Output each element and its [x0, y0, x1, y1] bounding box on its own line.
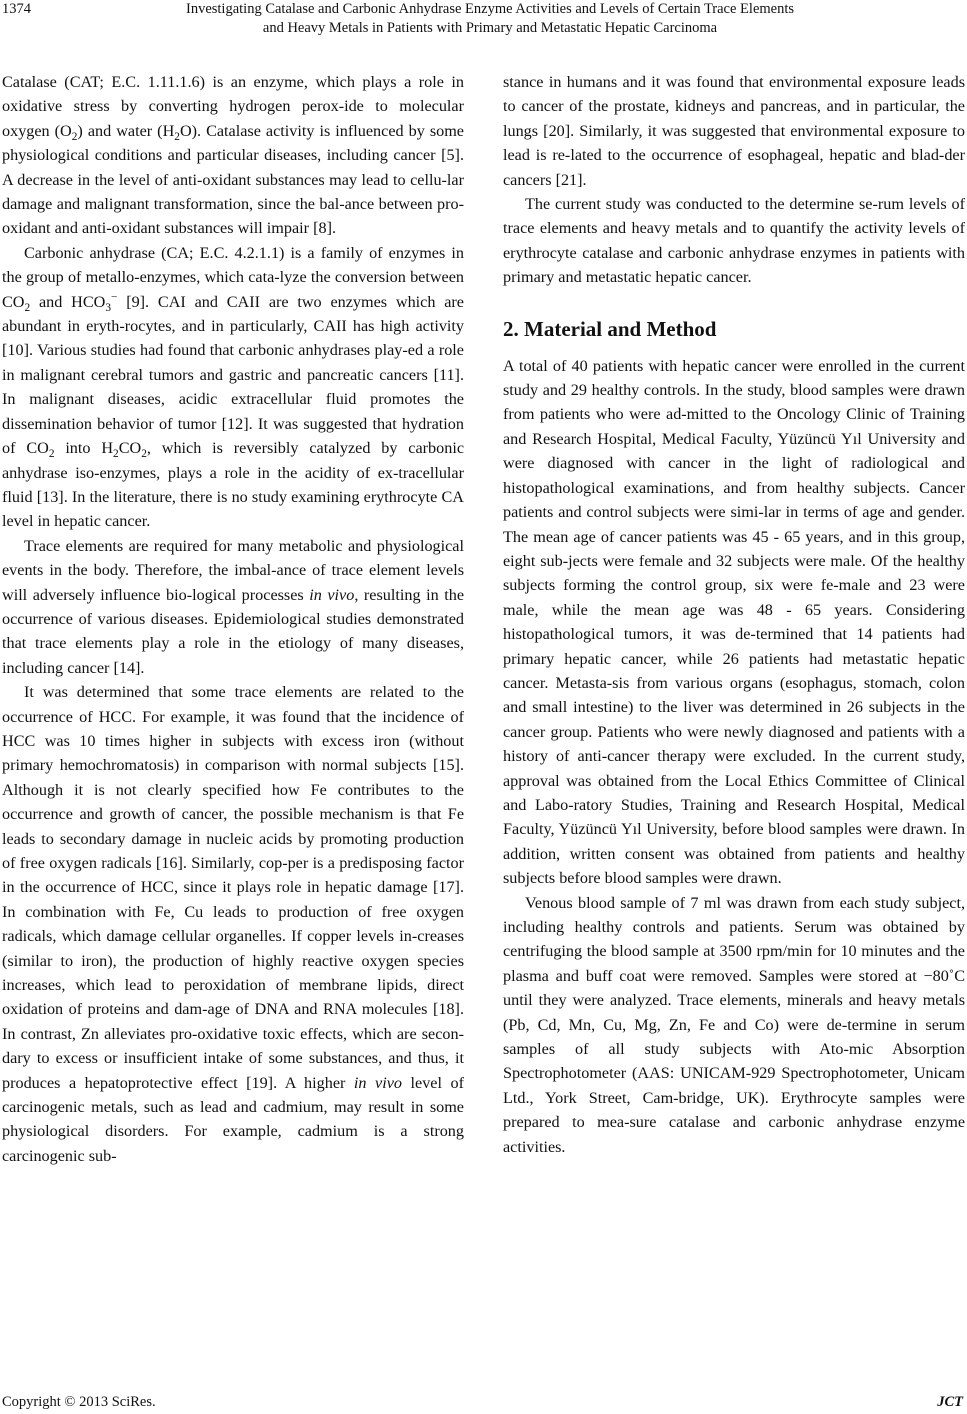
right-column — [503, 70, 965, 1159]
paragraph-blood-samples: Venous blood sample of 7 ml was drawn from each study subject, including healthy controls and patients. Serum was obtained by centrifuging the blood sample at 3500 rpm/min for 10 minutes and the plasma and buff coat were removed. Samples were stored at −80˚C until they were analyzed. Trace elements, minerals and heavy metals (Pb, Cd, Mn, Cu, Mg, Zn, Fe and Co) were de-termine in serum samples of all study subjects with Ato-mic Absorption Spectrophotometer (AAS: UNICAM-929 Spectrophotometer, Unicam Ltd., York Street, Cam-bridge, UK). Erythrocyte samples were prepared to mea-sure catalase and carbonic anhydrase enzyme activities. — [503, 893, 965, 1156]
running-title — [60, 0, 920, 38]
running-title-line-2: and Heavy Metals in Patients with Primary and Metastatic Hepatic Carcinoma — [262, 20, 718, 36]
section-heading: 2. Material and Method — [503, 316, 717, 341]
paragraph-hcc-metals: It was determined that some trace elements are related to the occurrence of HCC. For example, it was found that the incidence of HCC was 10 times higher in subjects with excess iron (without primary hemochromatosis) in comparison with normal subjects [15]. Although it is not clearly specified how Fe contributes to the occurrence and growth of cancer, the possible mechanism is that Fe leads to secondary damage in nucleic acids by promoting production of free oxygen radicals [16]. Similarly, cop-per is a predisposing factor in the occurrence of HCC, since it plays role in hepatic damage [17]. In combination with Fe, Cu leads to production of free oxygen radicals, which damage cellular organelles. If copper levels in-creases (similar to iron), the production of highly reactive oxygen species increases, which lead to peroxidation of membrane lipids, direct oxidation of proteins and dam-age of DNA and RNA molecules [18]. In contrast, Zn alleviates pro-oxidative toxic effects, which are secon-dary to excess or insufficient intake of some substances, and thus, it produces a hepatoprotective effect [19]. A higher in vivo level of carcinogenic metals, such as lead and cadmium, may result in some physiological disorders. For example, cadmium is a strong carcinogenic sub- — [2, 683, 464, 1165]
page-number: 1374 — [2, 1, 31, 17]
journal-abbreviation: JCT — [937, 1394, 963, 1410]
paragraph-environmental-exposure: stance in humans and it was found that environmental exposure leads to cancer of the prostate, kidneys and pancreas, and in particular, the lungs [20]. Similarly, it was suggested that environmental exposure to lead is re-lated to the occurrence of esophageal, hepatic and blad-der cancers [21]. — [503, 73, 965, 189]
paragraph-study-aim: The current study was conducted to the determine se-rum levels of trace elements and heavy metals and to quantify the activity levels of erythrocyte catalase and carbonic anhydrase enzymes in patients with primary and metastatic hepatic cancer. — [503, 195, 965, 287]
paragraph-trace-elements: Trace elements are required for many metabolic and physiological events in the body. Therefore, the imbal-ance of trace element levels will adversely influence bio-logical processes in vivo, resulting in the occurrence of various diseases. Epidemiological studies demonstrated that trace elements play a role in the etiology of many diseases, including cancer [14]. — [2, 536, 464, 677]
paragraph-patients: A total of 40 patients with hepatic cancer were enrolled in the current study and 29 healthy controls. In the study, blood samples were drawn from patients who were ad-mitted to the Oncology Clinic of Training and Research Hospital, Medical Faculty, Yüzüncü Yıl University and were diagnosed with cancer in the light of radiological and histopathological examinations, and from healthy subjects. Cancer patients and control subjects were simi-lar in terms of age and gender. The mean age of cancer patients was 45 - 65 years, and in this group, eight sub-jects were female and 32 subjects were male. Of the healthy subjects forming the control group, six were fe-male and 23 were male, while the mean age was 48 - 65 years. Considering histopathological tumors, it was de-termined that 14 patients had primary hepatic cancer, while 26 patients had metastatic hepatic cancer. Metasta-sis from various organs (esophagus, stomach, colon and small intestine) to the liver was determined in 26 subjects in the cancer group. Patients who were newly diagnosed and patients with a history of anti-cancer therapy were excluded. In the current study, approval was obtained from the Local Ethics Committee of Clinical and Labo-ratory Studies, Training and Research Hospital, Medical Faculty, Yüzüncü Yıl University, before blood samples were drawn. In addition, written consent was obtained from patients and healthy subjects before blood samples were drawn. — [503, 356, 965, 888]
copyright-notice: Copyright © 2013 SciRes. — [2, 1394, 156, 1410]
paragraph-carbonic-anhydrase: Carbonic anhydrase (CA; E.C. 4.2.1.1) is a family of enzymes in the group of metallo-enzymes, which cata-lyze the conversion between $CO_2$ and $HCO_3^-$ [9]. CAI and CAII are two enzymes which are abundant in eryth-rocytes, and in particularly, CAII has high activity [10]. Various studies had found that carbonic anhydrases play-ed a role in malignant cerebral tumors and gastric and pancreatic cancers [11]. In malignant diseases, acidic extracellular fluid promotes the dissemination behavior of tumor [12]. It was suggested that hydration of $CO_2$ into $H_2CO_2$, which is reversibly catalyzed by carbonic anhydrase iso-enzymes, plays a role in the acidity of ex-tracellular fluid [13]. In the literature, there is no study examining erythrocyte CA level in hepatic cancer. — [2, 243, 465, 531]
paragraph-catalase: Catalase (CAT; E.C. 1.11.1.6) is an enzyme, which plays a role in oxidative stress by converting hydrogen perox-ide to molecular oxygen $(O_2)$ and water $(H_2O)$. Catalase activity is influenced by some physiological conditions and particular diseases, including cancer [5]. A decrease in the level of anti-oxidant substances may lead to cellu-lar damage and malignant transformation, since the bal-ance between pro-oxidant and anti-oxidant substances will impair [8]. — [2, 73, 464, 238]
left-column — [2, 70, 464, 1168]
running-title-line-1: Investigating Catalase and Carbonic Anhydrase Enzyme Activities and Levels of Certain Trace Elements — [185, 1, 795, 17]
